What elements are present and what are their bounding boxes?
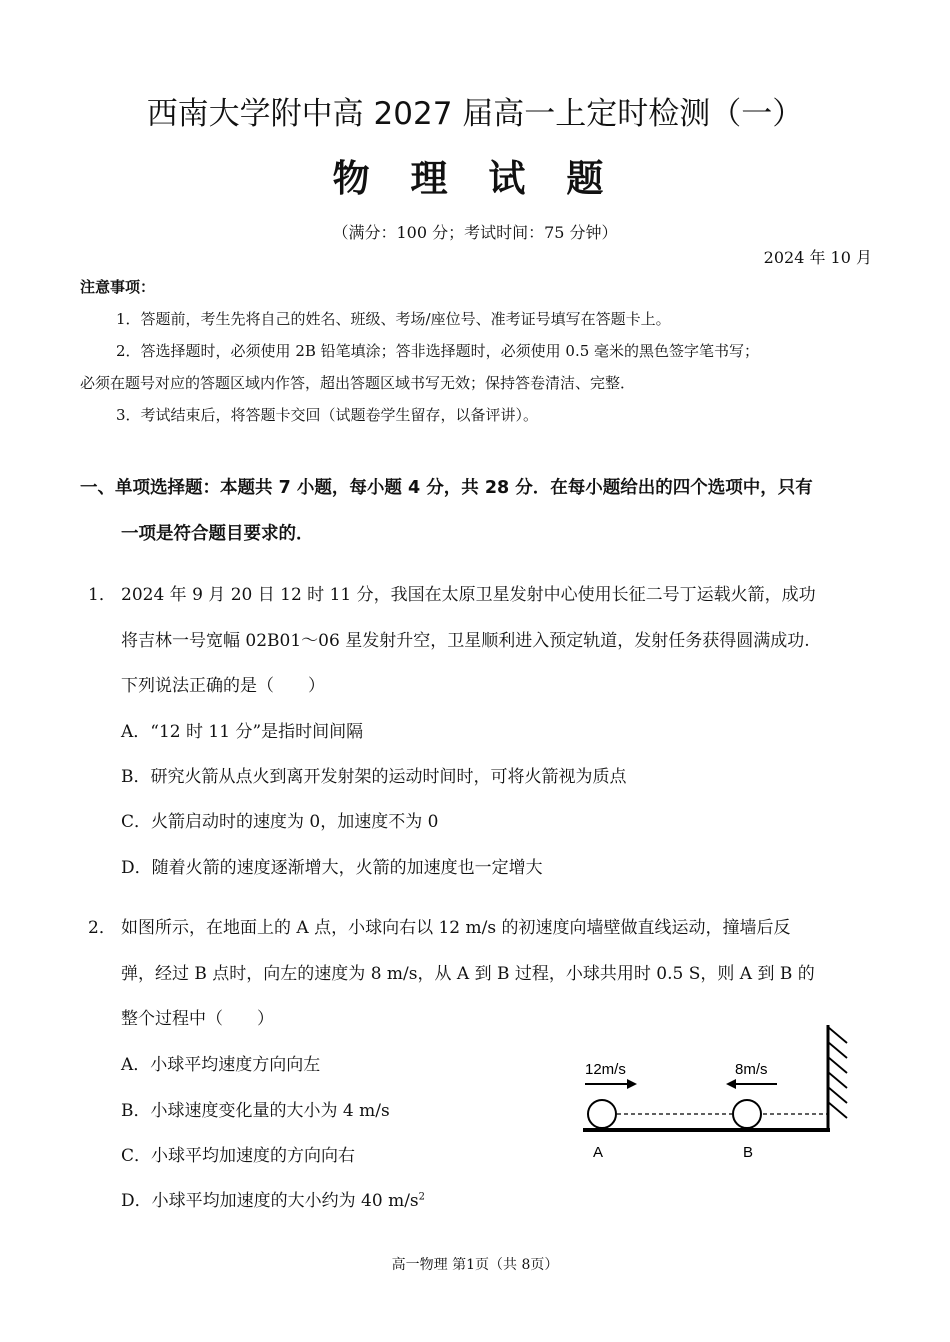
option-a: A．“12 时 11 分”是指时间间隔	[121, 722, 364, 742]
page-footer: 高一物理 第1页（共 8页）	[391, 1257, 559, 1273]
exam-title: 西南大学附中高 2027 届高一上定时检测（一）	[146, 96, 804, 132]
exam-meta: （满分：100 分；考试时间：75 分钟）	[332, 223, 618, 242]
velocity-arrowhead-right	[627, 1079, 637, 1089]
question-text-line: 2024 年 9 月 20 日 12 时 11 分，我国在太原卫星发射中心使用长征二号丁运载火箭，成功	[121, 585, 816, 605]
option-a: A．小球平均速度方向向左	[121, 1055, 321, 1075]
question-text-line: 整个过程中（ ）	[121, 1009, 274, 1029]
option-d-superscript: 2	[418, 1191, 426, 1203]
ball-b	[733, 1100, 761, 1128]
option-b: B．小球速度变化量的大小为 4 m/s	[121, 1101, 390, 1121]
section-1-heading-cont: 一项是符合题目要求的．	[121, 524, 314, 544]
exam-date: 2024 年 10 月	[763, 248, 872, 267]
notice-item-2-cont: 必须在题号对应的答题区域内作答，超出答题区域书写无效；保持答卷清洁、完整．	[80, 374, 636, 392]
question-text-line: 弹，经过 B 点时，向左的速度为 8 m/s，从 A 到 B 过程，小球共用时 0.5 S，则 A 到 B 的	[121, 964, 815, 984]
option-d: D．随着火箭的速度逐渐增大，火箭的加速度也一定增大	[121, 858, 543, 878]
point-label-a: A	[593, 1144, 604, 1161]
notice-item-3: 3．考试结束后，将答题卡交回（试题卷学生留存，以备评讲）。	[116, 406, 539, 424]
question-number: 2．	[88, 918, 116, 938]
option-c: C．火箭启动时的速度为 0，加速度不为 0	[121, 812, 439, 832]
section-1-heading: 一、单项选择题：本题共 7 小题，每小题 4 分，共 28 分．在每小题给出的四个选项中，只有	[80, 478, 813, 498]
option-c: C．小球平均加速度的方向向右	[121, 1146, 356, 1166]
option-d-text: D．小球平均加速度的大小约为 40 m/s	[121, 1191, 419, 1211]
point-label-b: B	[743, 1144, 754, 1161]
wall-hatching	[828, 1027, 847, 1118]
velocity-label-b: 8m/s	[735, 1061, 768, 1078]
notice-heading: 注意事项：	[80, 278, 156, 296]
question-text-line: 将吉林一号宽幅 02B01～06 星发射升空，卫星顺利进入预定轨道，发射任务获得圆满成功.	[121, 631, 810, 651]
question-text-line: 下列说法正确的是（ ）	[121, 676, 325, 696]
notice-item-1: 1．答题前，考生先将自己的姓名、班级、考场/座位号、准考证号填写在答题卡上。	[116, 310, 671, 328]
question-text-line: 如图所示，在地面上的 A 点，小球向右以 12 m/s 的初速度向墙壁做直线运动，撞墙后反	[121, 918, 791, 938]
ball-wall-figure	[575, 1015, 855, 1165]
velocity-arrowhead-left	[726, 1079, 736, 1089]
option-d	[121, 1186, 425, 1211]
question-number: 1．	[88, 585, 116, 605]
subject-title: 物 理 试 题	[332, 157, 618, 200]
ball-a	[588, 1100, 616, 1128]
velocity-label-a: 12m/s	[585, 1061, 626, 1078]
notice-item-2: 2．答选择题时，必须使用 2B 铅笔填涂；答非选择题时，必须使用 0.5 毫米的黑色签字笔书写；	[116, 342, 760, 360]
option-b: B．研究火箭从点火到离开发射架的运动时间时，可将火箭视为质点	[121, 767, 627, 787]
